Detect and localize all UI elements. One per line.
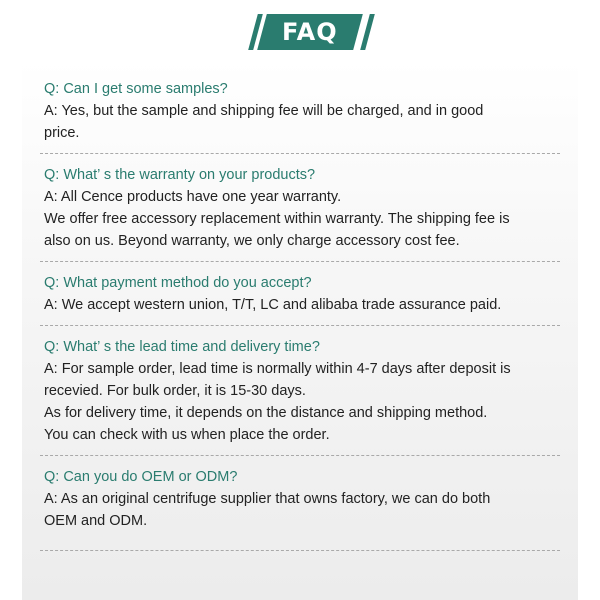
faq-answer-line: A: Yes, but the sample and shipping fee will be charged, and in good	[44, 103, 484, 119]
faq-question: Q: Can I get some samples?	[44, 81, 228, 97]
faq-question: Q: What’ s the lead time and delivery time?	[44, 339, 320, 355]
faq-item	[40, 336, 560, 456]
faq-item	[40, 272, 560, 326]
faq-answer-line: price.	[44, 125, 80, 141]
faq-answer-line: also on us. Beyond warranty, we only charge accessory cost fee.	[44, 233, 460, 249]
faq-item	[40, 466, 560, 551]
faq-header	[0, 10, 600, 54]
faq-answer-line: recevied. For bulk order, it is 15-30 days.	[44, 383, 306, 399]
faq-question: Q: What’ s the warranty on your products?	[44, 167, 316, 183]
decorative-slash-right	[360, 14, 375, 50]
faq-answer-line: A: As an original centrifuge supplier that owns factory, we can do both	[44, 491, 491, 507]
faq-question: Q: Can you do OEM or ODM?	[44, 469, 238, 485]
faq-list	[40, 78, 560, 561]
faq-answer-line: A: For sample order, lead time is normally within 4-7 days after deposit is	[44, 361, 511, 377]
faq-answer-line: A: All Cence products have one year warranty.	[44, 189, 342, 205]
faq-question: Q: What payment method do you accept?	[44, 275, 312, 291]
faq-item	[40, 78, 560, 154]
faq-answer-line: A: We accept western union, T/T, LC and alibaba trade assurance paid.	[44, 297, 502, 313]
faq-answer-line: OEM and ODM.	[44, 513, 148, 529]
faq-answer-line: As for delivery time, it depends on the distance and shipping method.	[44, 405, 488, 421]
page-title: FAQ	[282, 18, 338, 46]
faq-item	[40, 164, 560, 262]
faq-banner	[257, 14, 363, 50]
faq-answer-line: We offer free accessory replacement within warranty. The shipping fee is	[44, 211, 510, 227]
faq-answer-line: You can check with us when place the order.	[44, 427, 330, 443]
